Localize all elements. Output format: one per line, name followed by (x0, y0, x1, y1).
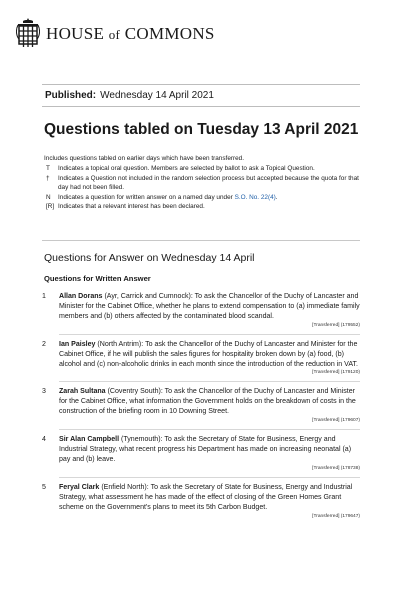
section-divider (42, 240, 360, 241)
question-list (42, 292, 360, 520)
question-number: 4 (42, 436, 46, 444)
question-number: 2 (42, 340, 46, 348)
masthead (16, 14, 215, 54)
publication-bar (42, 84, 360, 107)
key-symbol: T (46, 165, 50, 173)
key-description: Indicates a Question not included in the random selection process but accepted because the quota for that day had not been filled. (58, 174, 359, 192)
constituency: (Enfield North): (101, 483, 149, 491)
question-divider (59, 381, 360, 382)
transfer-tag: [Transferred] (179607) (312, 418, 360, 424)
constituency: (Ayr, Carrick and Cumnock): (104, 293, 193, 300)
transfer-tag: [Transferred] (179120) (312, 370, 360, 376)
question-body (59, 292, 360, 329)
question-number: 1 (42, 293, 46, 300)
published-date: Wednesday 14 April 2021 (100, 90, 214, 101)
member-name: Sir Alan Campbell (59, 436, 120, 444)
member-name: Allan Dorans (59, 293, 103, 300)
standing-order-link[interactable]: S.O. No. 22(4) (234, 193, 276, 201)
key-row-quota (44, 174, 364, 193)
question-item (42, 435, 360, 472)
question-divider (59, 477, 360, 478)
question-item (42, 483, 360, 520)
question-divider (59, 429, 360, 430)
intro-note: Includes questions tabled on earlier days which have been transferred. (44, 155, 245, 162)
question-item (42, 292, 360, 329)
portcullis-icon (16, 17, 40, 51)
key-description: Indicates a topical oral question. Members are selected by ballot to ask a Topical Question. (58, 165, 315, 173)
section-subheading: Questions for Written Answer (44, 274, 151, 283)
key-description: Indicates that a relevant interest has been declared. (58, 203, 205, 211)
constituency: (Tynemouth): (121, 436, 163, 444)
question-body (59, 435, 360, 472)
question-divider (59, 334, 360, 335)
question-text: To ask the Chancellor of the Duchy of Lancaster and Minister for the Cabinet Office, if he will publish the sales figures for hospitality broken down by (a) food, (b) alcohol and (c) non-alcoholic drinks in each month since the introduction of the reduction in VAT. (59, 340, 359, 368)
key-row-topical (44, 164, 364, 173)
published-label: Published: (45, 90, 97, 101)
question-body (59, 387, 360, 424)
house-name-word-1: HOUSE (46, 24, 105, 43)
member-name: Feryal Clark (59, 483, 100, 491)
house-name-word-2: COMMONS (124, 24, 215, 43)
question-number: 3 (42, 388, 46, 396)
question-body (59, 483, 360, 520)
transfer-tag: [Transferred] (179647) (312, 513, 360, 519)
intro-key (44, 154, 364, 211)
section-heading: Questions for Answer on Wednesday 14 April (44, 252, 255, 264)
question-text: To ask the Secretary of State for Business, Energy and Industrial Strategy, what recent progress his Department has made on increasing neonatal (a) pay and (b) leave. (59, 436, 352, 463)
question-text: To ask the Secretary of State for Business, Energy and Industrial Strategy, what assessment he has made of the effect of closing of the Green Homes Grant scheme on the Government's plans to meet its 5th Carbon Budget. (59, 483, 353, 511)
key-symbol: N (46, 193, 51, 201)
transfer-tag: [Transferred] (179552) (312, 322, 360, 328)
question-item (42, 387, 360, 424)
key-row-interest (44, 202, 364, 211)
house-name-of: of (108, 27, 121, 42)
question-body (59, 340, 360, 377)
transfer-tag: [Transferred] (178738) (312, 465, 360, 471)
key-symbol: † (46, 174, 50, 182)
house-name (46, 24, 215, 44)
member-name: Zarah Sultana (59, 388, 106, 396)
page-title: Questions tabled on Tuesday 13 April 2021 (44, 121, 359, 138)
constituency: (Coventry South): (107, 388, 163, 396)
key-description (58, 193, 364, 202)
key-description-suffix: . (275, 193, 278, 201)
key-row-named-day (44, 193, 364, 202)
question-number: 5 (42, 483, 46, 491)
member-name: Ian Paisley (59, 340, 96, 348)
key-symbol: [R] (46, 203, 55, 211)
question-text: To ask the Chancellor of the Duchy of Lancaster and Minister for the Cabinet Office, what information the Government holds on the breakdown of costs in the construction of the briefing room in 10 Downing Street. (59, 388, 356, 416)
key-description-text: Indicates a question for written answer on a named day under (58, 193, 235, 201)
question-text: To ask the Chancellor of the Duchy of Lancaster and Minister for the Cabinet Office, whether he plans to extend compensation to (a) immediate family members and (b) others affected by the contaminated blood scandal. (59, 293, 360, 320)
constituency: (North Antrim): (97, 340, 144, 348)
question-item (42, 340, 360, 377)
